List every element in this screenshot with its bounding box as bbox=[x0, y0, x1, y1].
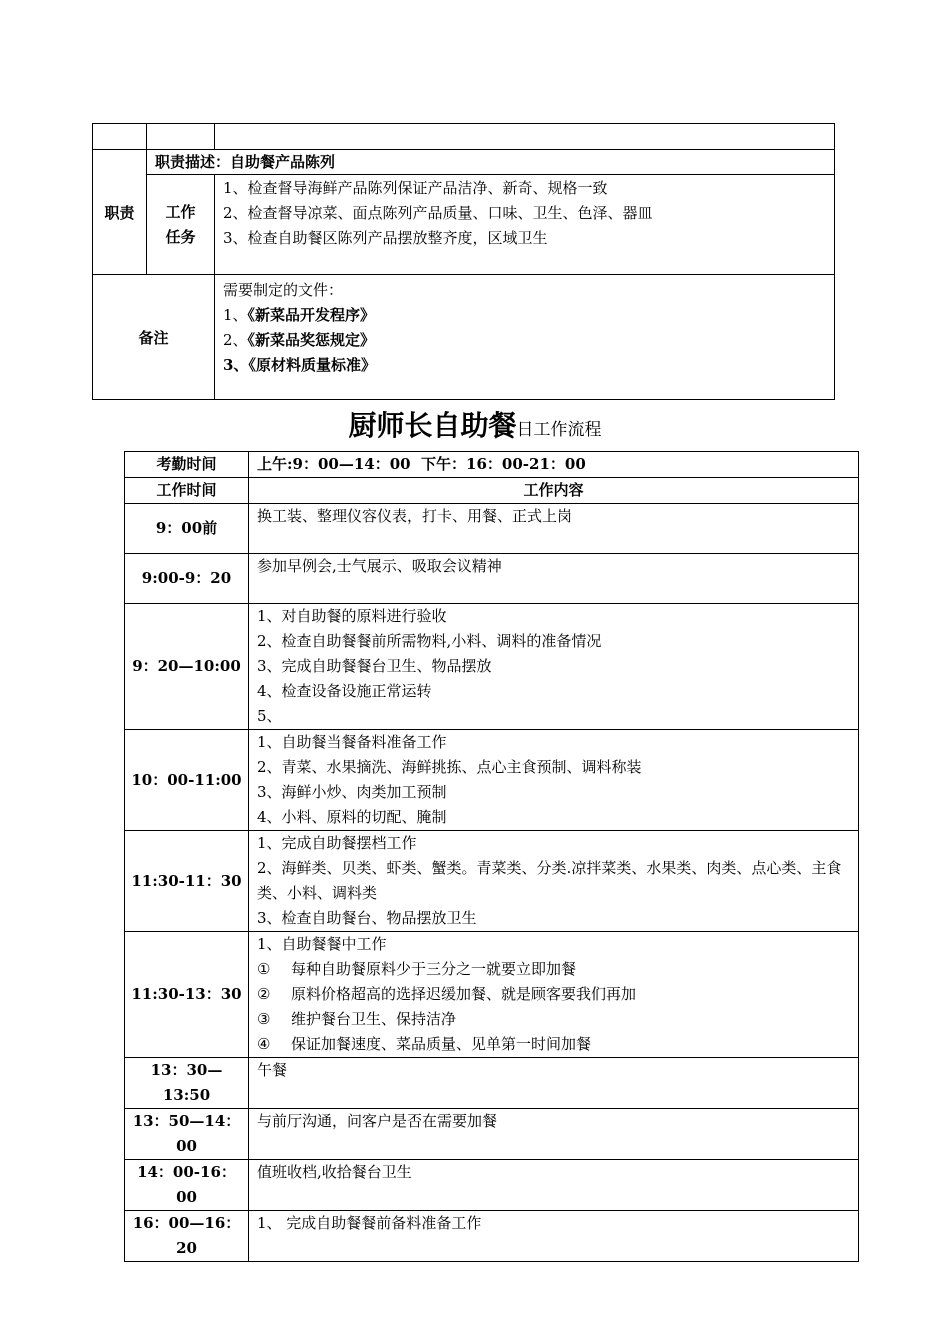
item-text: 维护餐台卫生、保持洁净 bbox=[291, 1010, 457, 1028]
row-time: 11:30-13：30 bbox=[125, 932, 249, 1058]
row-content bbox=[249, 1211, 859, 1262]
attendance-label: 考勤时间 bbox=[125, 452, 249, 478]
content-line: 1、完成自助餐摆档工作 bbox=[257, 834, 417, 852]
table-row bbox=[125, 554, 859, 604]
item-text: 每种自助餐原料少于三分之一就要立即加餐 bbox=[291, 960, 577, 978]
content-line: 1、对自助餐的原料进行验收 bbox=[257, 607, 447, 625]
doc-item bbox=[223, 353, 826, 378]
content-line: 1、自助餐餐中工作 bbox=[257, 935, 387, 953]
numbered-item bbox=[257, 1007, 850, 1032]
attendance-row bbox=[125, 452, 859, 478]
numbered-item bbox=[257, 957, 850, 982]
content-line: 3、检查自助餐台、物品摆放卫生 bbox=[257, 909, 477, 927]
table-row bbox=[125, 831, 859, 932]
table-row bbox=[125, 504, 859, 554]
row-content bbox=[249, 1058, 859, 1109]
table-row bbox=[125, 1109, 859, 1160]
item-marker: ③ bbox=[257, 1010, 271, 1028]
row-time: 9：00前 bbox=[125, 504, 249, 554]
row-time: 14：00-16：00 bbox=[125, 1160, 249, 1211]
task-item: 1、检查督导海鲜产品陈列保证产品洁净、新奇、规格一致 bbox=[223, 179, 608, 197]
title-main: 厨师长自助餐 bbox=[348, 409, 517, 442]
duty-section-label: 职责 bbox=[93, 150, 147, 275]
remarks-content bbox=[215, 275, 835, 400]
duty-table bbox=[92, 123, 835, 400]
row-content bbox=[249, 831, 859, 932]
table-row bbox=[125, 1211, 859, 1262]
remarks-intro: 需要制定的文件： bbox=[223, 281, 344, 299]
task-item: 3、检查自助餐区陈列产品摆放整齐度，区域卫生 bbox=[223, 229, 548, 247]
item-marker: ① bbox=[257, 960, 271, 978]
row-time: 13：50—14：00 bbox=[125, 1109, 249, 1160]
item-text: 保证加餐速度、菜品质量、见单第一时间加餐 bbox=[291, 1035, 592, 1053]
empty-cell bbox=[147, 124, 215, 150]
content-line: 午餐 bbox=[257, 1061, 288, 1079]
row-time: 9：20—10:00 bbox=[125, 604, 249, 730]
row-content bbox=[249, 604, 859, 730]
title-sub: 日工作流程 bbox=[516, 420, 602, 440]
header-row bbox=[125, 478, 859, 504]
attendance-value: 上午:9：00—14：00 下午：16：00-21：00 bbox=[249, 452, 859, 478]
schedule-table bbox=[124, 451, 859, 1262]
item-marker: ④ bbox=[257, 1035, 271, 1053]
task-label-line: 工作 bbox=[165, 202, 196, 221]
empty-cell bbox=[93, 124, 147, 150]
table-row bbox=[125, 1160, 859, 1211]
content-line: 3、海鲜小炒、肉类加工预制 bbox=[257, 783, 447, 801]
row-time: 9:00-9：20 bbox=[125, 554, 249, 604]
doc-name: 《原材料质量标准》 bbox=[248, 356, 376, 374]
item-marker: ② bbox=[257, 985, 271, 1003]
row-content bbox=[249, 504, 859, 554]
column-header-content: 工作内容 bbox=[249, 478, 859, 504]
content-line: 1、自助餐当餐备料准备工作 bbox=[257, 733, 447, 751]
row-content bbox=[249, 554, 859, 604]
doc-item bbox=[223, 328, 826, 353]
task-item: 2、检查督导凉菜、面点陈列产品质量、口味、卫生、色泽、器皿 bbox=[223, 204, 653, 222]
content-line: 换工装、整理仪容仪表，打卡、用餐、正式上岗 bbox=[257, 507, 573, 525]
content-line: 4、小料、原料的切配、腌制 bbox=[257, 808, 447, 826]
content-line: 与前厅沟通，问客户是否在需要加餐 bbox=[257, 1112, 498, 1130]
row-time: 10：00-11:00 bbox=[125, 730, 249, 831]
content-line: 2、检查自助餐餐前所需物料,小料、调料的准备情况 bbox=[257, 632, 602, 650]
row-time: 13：30—13:50 bbox=[125, 1058, 249, 1109]
row-content bbox=[249, 730, 859, 831]
task-label bbox=[147, 175, 215, 275]
doc-name: 《新菜品奖惩规定》 bbox=[247, 331, 376, 349]
content-line: 值班收档,收拾餐台卫生 bbox=[257, 1163, 412, 1181]
item-text: 原料价格超高的选择迟缓加餐、就是顾客要我们再加 bbox=[291, 985, 637, 1003]
table-row bbox=[125, 604, 859, 730]
content-line: 3、完成自助餐餐台卫生、物品摆放 bbox=[257, 657, 492, 675]
numbered-item bbox=[257, 1032, 850, 1057]
content-line: 参加早例会,士气展示、吸取会议精神 bbox=[257, 557, 502, 575]
row-content bbox=[249, 1109, 859, 1160]
empty-cell bbox=[215, 124, 835, 150]
numbered-item bbox=[257, 982, 850, 1007]
doc-number: 2、 bbox=[223, 331, 248, 349]
table-row bbox=[125, 932, 859, 1058]
row-time: 16：00—16：20 bbox=[125, 1211, 249, 1262]
page-title bbox=[0, 404, 950, 452]
task-label-line: 任务 bbox=[165, 227, 196, 246]
row-content bbox=[249, 1160, 859, 1211]
task-list bbox=[215, 175, 835, 275]
row-content bbox=[249, 932, 859, 1058]
content-line: 4、检查设备设施正常运转 bbox=[257, 682, 432, 700]
doc-number: 3、 bbox=[223, 356, 249, 374]
column-header-time: 工作时间 bbox=[125, 478, 249, 504]
table-row bbox=[125, 1058, 859, 1109]
doc-name: 《新菜品开发程序》 bbox=[247, 306, 376, 324]
content-line: 5、 bbox=[257, 707, 282, 725]
content-line: 2、海鲜类、贝类、虾类、蟹类。青菜类、分类.凉拌菜类、水果类、肉类、点心类、主食类、小料、调料类 bbox=[257, 859, 842, 902]
row-time: 11:30-11：30 bbox=[125, 831, 249, 932]
doc-number: 1、 bbox=[223, 306, 248, 324]
content-line: 1、 完成自助餐餐前备料准备工作 bbox=[257, 1214, 482, 1232]
duty-table-empty-row bbox=[93, 124, 835, 150]
duty-description: 职责描述：自助餐产品陈列 bbox=[147, 150, 835, 175]
table-row bbox=[125, 730, 859, 831]
content-line: 2、青菜、水果摘洗、海鲜挑拣、点心主食预制、调料称装 bbox=[257, 758, 642, 776]
doc-item bbox=[223, 303, 826, 328]
remarks-label: 备注 bbox=[93, 275, 215, 400]
